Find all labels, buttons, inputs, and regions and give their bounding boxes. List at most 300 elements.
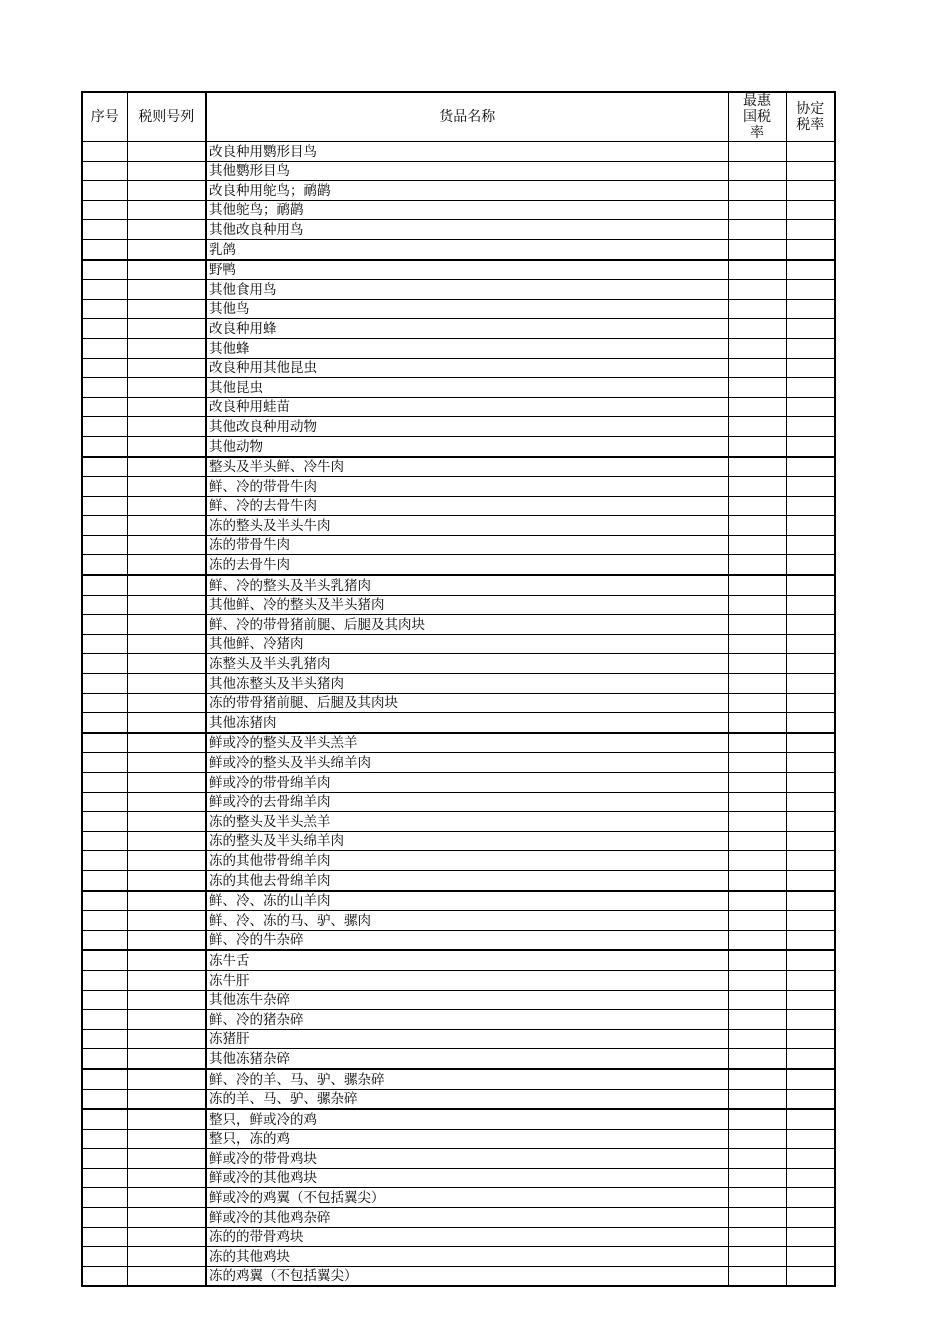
cell-agreement-rate xyxy=(786,1247,835,1267)
table-row xyxy=(82,1109,835,1129)
table-row xyxy=(82,1168,835,1188)
cell-tariff-code xyxy=(127,654,206,674)
cell-tariff-code xyxy=(127,1208,206,1228)
cell-goods-name: 改良种用蛙苗 xyxy=(206,397,728,417)
cell-goods-name: 鲜、冷的整头及半头乳猪肉 xyxy=(206,575,728,595)
cell-goods-name: 其他食用鸟 xyxy=(206,280,728,300)
table-row xyxy=(82,555,835,575)
table-row xyxy=(82,181,835,201)
cell-agreement-rate xyxy=(786,1149,835,1169)
cell-tariff-code xyxy=(127,181,206,201)
cell-tariff-code xyxy=(127,970,206,990)
cell-mfn-rate xyxy=(728,457,786,477)
cell-agreement-rate xyxy=(786,911,835,931)
cell-agreement-rate xyxy=(786,870,835,890)
cell-seq xyxy=(82,911,127,931)
cell-tariff-code xyxy=(127,911,206,931)
cell-seq xyxy=(82,1208,127,1228)
table-row xyxy=(82,753,835,773)
table-row xyxy=(82,1010,835,1030)
cell-agreement-rate xyxy=(786,1109,835,1129)
table-row xyxy=(82,1029,835,1049)
table-row xyxy=(82,220,835,240)
cell-seq xyxy=(82,1029,127,1049)
cell-goods-name: 冻的带骨猪前腿、后腿及其肉块 xyxy=(206,693,728,713)
cell-tariff-code xyxy=(127,220,206,240)
cell-goods-name: 改良种用蜂 xyxy=(206,319,728,339)
cell-agreement-rate xyxy=(786,239,835,259)
table-row xyxy=(82,436,835,456)
cell-agreement-rate xyxy=(786,1227,835,1247)
cell-goods-name: 鲜、冷的牛杂碎 xyxy=(206,930,728,950)
cell-tariff-code xyxy=(127,378,206,398)
cell-mfn-rate xyxy=(728,220,786,240)
cell-seq xyxy=(82,575,127,595)
table-row xyxy=(82,200,835,220)
cell-mfn-rate xyxy=(728,970,786,990)
cell-seq xyxy=(82,870,127,890)
table-row xyxy=(82,911,835,931)
cell-agreement-rate xyxy=(786,615,835,635)
cell-mfn-rate xyxy=(728,436,786,456)
table-row xyxy=(82,496,835,516)
cell-goods-name: 鲜或冷的带骨鸡块 xyxy=(206,1149,728,1169)
table-row xyxy=(82,1227,835,1247)
cell-seq xyxy=(82,338,127,358)
cell-goods-name: 其他鸵鸟；鸸鹋 xyxy=(206,200,728,220)
cell-mfn-rate xyxy=(728,1149,786,1169)
header-row xyxy=(82,92,835,142)
cell-mfn-rate xyxy=(728,555,786,575)
cell-mfn-rate xyxy=(728,870,786,890)
cell-seq xyxy=(82,260,127,280)
cell-seq xyxy=(82,812,127,832)
cell-seq xyxy=(82,358,127,378)
table-row xyxy=(82,792,835,812)
cell-tariff-code xyxy=(127,1168,206,1188)
cell-seq xyxy=(82,1266,127,1286)
cell-agreement-rate xyxy=(786,477,835,497)
cell-agreement-rate xyxy=(786,161,835,181)
cell-goods-name: 其他昆虫 xyxy=(206,378,728,398)
cell-mfn-rate xyxy=(728,634,786,654)
cell-mfn-rate xyxy=(728,792,786,812)
cell-agreement-rate xyxy=(786,634,835,654)
table-row xyxy=(82,338,835,358)
cell-tariff-code xyxy=(127,280,206,300)
cell-tariff-code xyxy=(127,1149,206,1169)
cell-goods-name: 冻的去骨牛肉 xyxy=(206,555,728,575)
cell-tariff-code xyxy=(127,713,206,733)
cell-goods-name: 冻的其他去骨绵羊肉 xyxy=(206,870,728,890)
cell-goods-name: 鲜、冷的带骨猪前腿、后腿及其肉块 xyxy=(206,615,728,635)
table-row xyxy=(82,950,835,970)
table-row xyxy=(82,142,835,162)
cell-tariff-code xyxy=(127,674,206,694)
cell-seq xyxy=(82,950,127,970)
cell-seq xyxy=(82,753,127,773)
cell-tariff-code xyxy=(127,1089,206,1109)
cell-tariff-code xyxy=(127,870,206,890)
cell-goods-name: 冻的整头及半头羔羊 xyxy=(206,812,728,832)
cell-tariff-code xyxy=(127,634,206,654)
cell-agreement-rate xyxy=(786,1168,835,1188)
cell-agreement-rate xyxy=(786,436,835,456)
cell-agreement-rate xyxy=(786,713,835,733)
cell-agreement-rate xyxy=(786,595,835,615)
cell-agreement-rate xyxy=(786,1089,835,1109)
cell-agreement-rate xyxy=(786,181,835,201)
cell-tariff-code xyxy=(127,516,206,536)
cell-seq xyxy=(82,595,127,615)
cell-seq xyxy=(82,319,127,339)
cell-mfn-rate xyxy=(728,338,786,358)
cell-goods-name: 鲜或冷的去骨绵羊肉 xyxy=(206,792,728,812)
cell-mfn-rate xyxy=(728,142,786,162)
cell-tariff-code xyxy=(127,1049,206,1069)
table-row xyxy=(82,1208,835,1228)
cell-mfn-rate xyxy=(728,397,786,417)
table-row xyxy=(82,161,835,181)
table-row xyxy=(82,654,835,674)
cell-seq xyxy=(82,970,127,990)
cell-agreement-rate xyxy=(786,851,835,871)
header-agreement-rate-text: 协定税率 xyxy=(796,101,825,133)
cell-agreement-rate xyxy=(786,773,835,793)
cell-seq xyxy=(82,1149,127,1169)
cell-agreement-rate xyxy=(786,654,835,674)
cell-mfn-rate xyxy=(728,200,786,220)
cell-seq xyxy=(82,516,127,536)
cell-mfn-rate xyxy=(728,417,786,437)
cell-seq xyxy=(82,417,127,437)
cell-goods-name: 乳鸽 xyxy=(206,239,728,259)
cell-mfn-rate xyxy=(728,1208,786,1228)
cell-goods-name: 鲜或冷的鸡翼（不包括翼尖） xyxy=(206,1188,728,1208)
table-row xyxy=(82,812,835,832)
table-row xyxy=(82,1049,835,1069)
cell-agreement-rate xyxy=(786,891,835,911)
cell-goods-name: 其他动物 xyxy=(206,436,728,456)
cell-tariff-code xyxy=(127,338,206,358)
cell-seq xyxy=(82,181,127,201)
cell-tariff-code xyxy=(127,397,206,417)
cell-agreement-rate xyxy=(786,260,835,280)
cell-agreement-rate xyxy=(786,812,835,832)
table-row xyxy=(82,870,835,890)
cell-tariff-code xyxy=(127,1247,206,1267)
cell-goods-name: 其他鲜、冷猪肉 xyxy=(206,634,728,654)
cell-agreement-rate xyxy=(786,930,835,950)
cell-tariff-code xyxy=(127,733,206,753)
cell-mfn-rate xyxy=(728,319,786,339)
cell-seq xyxy=(82,1069,127,1089)
cell-goods-name: 其他冻整头及半头猪肉 xyxy=(206,674,728,694)
table-row xyxy=(82,280,835,300)
table-row xyxy=(82,457,835,477)
cell-agreement-rate xyxy=(786,496,835,516)
cell-seq xyxy=(82,654,127,674)
cell-goods-name: 野鸭 xyxy=(206,260,728,280)
cell-goods-name: 冻的其他鸡块 xyxy=(206,1247,728,1267)
cell-tariff-code xyxy=(127,1029,206,1049)
cell-mfn-rate xyxy=(728,181,786,201)
cell-mfn-rate xyxy=(728,990,786,1010)
cell-tariff-code xyxy=(127,930,206,950)
cell-agreement-rate xyxy=(786,200,835,220)
cell-agreement-rate xyxy=(786,831,835,851)
table-row xyxy=(82,930,835,950)
cell-seq xyxy=(82,713,127,733)
cell-goods-name: 冻的带骨牛肉 xyxy=(206,535,728,555)
header-goods-name: 货品名称 xyxy=(206,92,728,142)
table-row xyxy=(82,1089,835,1109)
cell-seq xyxy=(82,280,127,300)
cell-tariff-code xyxy=(127,535,206,555)
cell-tariff-code xyxy=(127,851,206,871)
cell-mfn-rate xyxy=(728,595,786,615)
cell-mfn-rate xyxy=(728,1266,786,1286)
cell-mfn-rate xyxy=(728,654,786,674)
cell-agreement-rate xyxy=(786,990,835,1010)
cell-goods-name: 改良种用鸵鸟；鸸鹋 xyxy=(206,181,728,201)
table-row xyxy=(82,595,835,615)
cell-tariff-code xyxy=(127,1010,206,1030)
cell-tariff-code xyxy=(127,831,206,851)
cell-mfn-rate xyxy=(728,496,786,516)
cell-tariff-code xyxy=(127,319,206,339)
cell-agreement-rate xyxy=(786,1069,835,1089)
table-row xyxy=(82,615,835,635)
cell-goods-name: 整头及半头鲜、冷牛肉 xyxy=(206,457,728,477)
cell-agreement-rate xyxy=(786,299,835,319)
cell-goods-name: 其他鹦形目鸟 xyxy=(206,161,728,181)
cell-seq xyxy=(82,200,127,220)
cell-tariff-code xyxy=(127,358,206,378)
cell-seq xyxy=(82,930,127,950)
cell-tariff-code xyxy=(127,200,206,220)
cell-tariff-code xyxy=(127,1129,206,1149)
cell-seq xyxy=(82,161,127,181)
cell-mfn-rate xyxy=(728,280,786,300)
table-row xyxy=(82,1149,835,1169)
table-row xyxy=(82,693,835,713)
cell-tariff-code xyxy=(127,773,206,793)
table-row xyxy=(82,831,835,851)
cell-tariff-code xyxy=(127,812,206,832)
cell-tariff-code xyxy=(127,457,206,477)
cell-seq xyxy=(82,1227,127,1247)
cell-seq xyxy=(82,378,127,398)
table-row xyxy=(82,713,835,733)
cell-agreement-rate xyxy=(786,397,835,417)
cell-seq xyxy=(82,851,127,871)
cell-tariff-code xyxy=(127,891,206,911)
table-row xyxy=(82,516,835,536)
cell-seq xyxy=(82,299,127,319)
cell-mfn-rate xyxy=(728,477,786,497)
cell-agreement-rate xyxy=(786,674,835,694)
cell-agreement-rate xyxy=(786,338,835,358)
cell-seq xyxy=(82,773,127,793)
table-row xyxy=(82,239,835,259)
table-row xyxy=(82,378,835,398)
cell-agreement-rate xyxy=(786,319,835,339)
cell-goods-name: 冻猪肝 xyxy=(206,1029,728,1049)
table-row xyxy=(82,535,835,555)
cell-tariff-code xyxy=(127,299,206,319)
cell-mfn-rate xyxy=(728,733,786,753)
cell-mfn-rate xyxy=(728,1089,786,1109)
cell-mfn-rate xyxy=(728,1069,786,1089)
cell-agreement-rate xyxy=(786,142,835,162)
cell-seq xyxy=(82,535,127,555)
cell-mfn-rate xyxy=(728,1049,786,1069)
cell-tariff-code xyxy=(127,792,206,812)
cell-tariff-code xyxy=(127,142,206,162)
cell-seq xyxy=(82,142,127,162)
table-row xyxy=(82,397,835,417)
cell-mfn-rate xyxy=(728,1168,786,1188)
cell-agreement-rate xyxy=(786,1029,835,1049)
cell-agreement-rate xyxy=(786,950,835,970)
cell-tariff-code xyxy=(127,1069,206,1089)
cell-goods-name: 鲜、冷、冻的山羊肉 xyxy=(206,891,728,911)
cell-goods-name: 冻整头及半头乳猪肉 xyxy=(206,654,728,674)
cell-goods-name: 冻的整头及半头绵羊肉 xyxy=(206,831,728,851)
cell-seq xyxy=(82,496,127,516)
cell-mfn-rate xyxy=(728,1247,786,1267)
table-row xyxy=(82,1247,835,1267)
cell-seq xyxy=(82,1247,127,1267)
cell-tariff-code xyxy=(127,477,206,497)
cell-agreement-rate xyxy=(786,555,835,575)
cell-tariff-code xyxy=(127,753,206,773)
cell-mfn-rate xyxy=(728,930,786,950)
cell-tariff-code xyxy=(127,950,206,970)
cell-goods-name: 整只，冻的鸡 xyxy=(206,1129,728,1149)
cell-tariff-code xyxy=(127,575,206,595)
table-row xyxy=(82,260,835,280)
cell-mfn-rate xyxy=(728,891,786,911)
table-row xyxy=(82,773,835,793)
cell-seq xyxy=(82,615,127,635)
cell-tariff-code xyxy=(127,496,206,516)
cell-seq xyxy=(82,1129,127,1149)
table-row xyxy=(82,575,835,595)
cell-goods-name: 鲜、冷的带骨牛肉 xyxy=(206,477,728,497)
cell-tariff-code xyxy=(127,1109,206,1129)
table-row xyxy=(82,733,835,753)
cell-agreement-rate xyxy=(786,516,835,536)
cell-mfn-rate xyxy=(728,1188,786,1208)
cell-mfn-rate xyxy=(728,713,786,733)
cell-tariff-code xyxy=(127,417,206,437)
cell-goods-name: 鲜或冷的整头及半头羔羊 xyxy=(206,733,728,753)
header-mfn-rate xyxy=(728,92,786,142)
cell-goods-name: 其他改良种用鸟 xyxy=(206,220,728,240)
header-agreement-rate xyxy=(786,92,835,142)
cell-goods-name: 鲜、冷、冻的马、驴、骡肉 xyxy=(206,911,728,931)
cell-agreement-rate xyxy=(786,733,835,753)
cell-mfn-rate xyxy=(728,260,786,280)
table-row xyxy=(82,319,835,339)
cell-mfn-rate xyxy=(728,1029,786,1049)
cell-goods-name: 改良种用其他昆虫 xyxy=(206,358,728,378)
cell-seq xyxy=(82,1089,127,1109)
cell-seq xyxy=(82,1188,127,1208)
cell-goods-name: 其他冻牛杂碎 xyxy=(206,990,728,1010)
cell-agreement-rate xyxy=(786,1208,835,1228)
cell-goods-name: 鲜或冷的整头及半头绵羊肉 xyxy=(206,753,728,773)
cell-agreement-rate xyxy=(786,1010,835,1030)
cell-goods-name: 整只，鲜或冷的鸡 xyxy=(206,1109,728,1129)
cell-tariff-code xyxy=(127,239,206,259)
cell-mfn-rate xyxy=(728,812,786,832)
cell-agreement-rate xyxy=(786,970,835,990)
cell-mfn-rate xyxy=(728,299,786,319)
cell-mfn-rate xyxy=(728,615,786,635)
cell-goods-name: 鲜或冷的其他鸡块 xyxy=(206,1168,728,1188)
cell-tariff-code xyxy=(127,555,206,575)
header-seq: 序号 xyxy=(82,92,127,142)
cell-mfn-rate xyxy=(728,851,786,871)
cell-agreement-rate xyxy=(786,1049,835,1069)
cell-agreement-rate xyxy=(786,1188,835,1208)
table-row xyxy=(82,1188,835,1208)
cell-goods-name: 其他改良种用动物 xyxy=(206,417,728,437)
table-row xyxy=(82,990,835,1010)
cell-agreement-rate xyxy=(786,417,835,437)
cell-seq xyxy=(82,1168,127,1188)
cell-goods-name: 鲜、冷的去骨牛肉 xyxy=(206,496,728,516)
cell-goods-name: 冻牛肝 xyxy=(206,970,728,990)
cell-goods-name: 冻的整头及半头牛肉 xyxy=(206,516,728,536)
table-row xyxy=(82,891,835,911)
cell-goods-name: 其他鸟 xyxy=(206,299,728,319)
cell-seq xyxy=(82,733,127,753)
cell-mfn-rate xyxy=(728,358,786,378)
cell-goods-name: 鲜、冷的猪杂碎 xyxy=(206,1010,728,1030)
cell-mfn-rate xyxy=(728,1227,786,1247)
cell-mfn-rate xyxy=(728,693,786,713)
cell-agreement-rate xyxy=(786,792,835,812)
cell-seq xyxy=(82,220,127,240)
cell-mfn-rate xyxy=(728,773,786,793)
table-row xyxy=(82,1069,835,1089)
cell-mfn-rate xyxy=(728,911,786,931)
cell-mfn-rate xyxy=(728,516,786,536)
cell-goods-name: 鲜或冷的其他鸡杂碎 xyxy=(206,1208,728,1228)
table-body xyxy=(82,142,835,1287)
cell-mfn-rate xyxy=(728,535,786,555)
cell-tariff-code xyxy=(127,990,206,1010)
cell-agreement-rate xyxy=(786,1266,835,1286)
cell-tariff-code xyxy=(127,1188,206,1208)
cell-goods-name: 冻的羊、马、驴、骡杂碎 xyxy=(206,1089,728,1109)
cell-mfn-rate xyxy=(728,1109,786,1129)
cell-mfn-rate xyxy=(728,575,786,595)
cell-agreement-rate xyxy=(786,457,835,477)
cell-goods-name: 其他冻猪杂碎 xyxy=(206,1049,728,1069)
cell-agreement-rate xyxy=(786,1129,835,1149)
cell-seq xyxy=(82,693,127,713)
cell-tariff-code xyxy=(127,1227,206,1247)
cell-mfn-rate xyxy=(728,831,786,851)
cell-mfn-rate xyxy=(728,950,786,970)
cell-tariff-code xyxy=(127,260,206,280)
table-row xyxy=(82,851,835,871)
